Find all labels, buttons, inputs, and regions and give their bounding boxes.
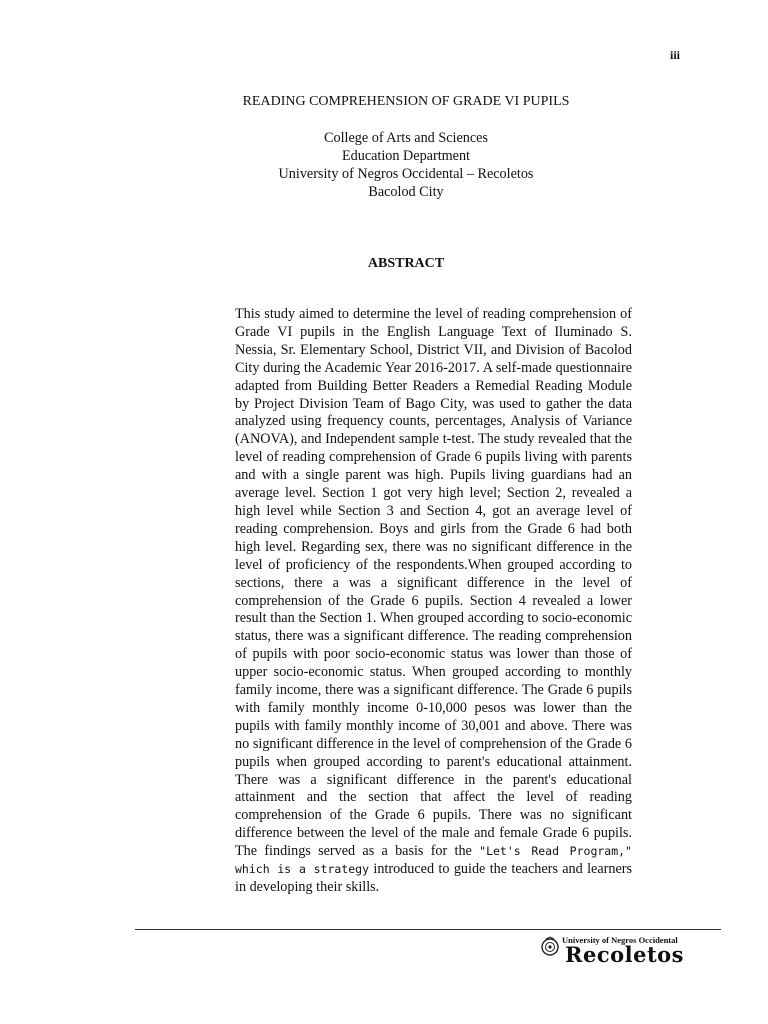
abstract-text-end: introduced to guide the teachers and learners in developing their skills. bbox=[235, 861, 632, 895]
seal-icon bbox=[540, 936, 560, 956]
abstract-text-main: This study aimed to determine the level of reading comprehension of Grade VI pupils in the English Language Text of Iluminado S. Nessia, Sr. Elementary School, District VII, and Division of Bacolod City during the Academic Year 2016-2017. A self-made questionnaire adapted from Building Better Readers a Remedial Reading Module by Project Division Team of Bago City, was used to gather the data analyzed using frequency counts, percentages, Analysis of Variance (ANOVA), and Independent sample t-test. The study revealed that the level of reading comprehension of Grade 6 pupils living with parents and with a single parent was high. Pupils living guardians had an average level. Section 1 got very high level; Section 2, revealed a high level while Section 3 and Section 4, got an average level of reading comprehension. Boys and girls from the Grade 6 had both high level. Regarding sex, there was no significant difference in the level of proficiency of the respondents.When grouped according to sections, there a was a significant difference in the level of comprehension of the Grade 6 pupils. Section 4 revealed a lower result than the Section 1. When grouped according to socio-economic status, there was a significant difference. The reading comprehension of pupils with poor socio-economic status was lower than those of upper socio-economic status. When grouped according to monthly family income, there was a significant difference. The Grade 6 pupils with family monthly income 0-10,000 pesos was lower than the pupils with family monthly income of 30,001 and above. There was no significant difference in the level of comprehension of the Grade 6 pupils when grouped according to parent's educational attainment. There was a significant difference in the parent's educational attainment and the section that affect the level of reading comprehension of the Grade 6 pupils. There was no significant difference between the level of the male and female Grade 6 pupils. The findings served as a basis for the bbox=[235, 306, 632, 860]
abstract-heading: ABSTRACT bbox=[367, 256, 445, 271]
logo-university-text: University of Negros Occidental bbox=[562, 935, 678, 945]
college-name: College of Arts and Sciences bbox=[324, 130, 488, 146]
university-logo bbox=[540, 934, 684, 968]
university-name: University of Negros Occidental – Recoletos bbox=[278, 166, 534, 182]
page-number: iii bbox=[669, 48, 680, 62]
logo-recoletos-text: Recoletos bbox=[565, 942, 684, 967]
program-quote: "Let's Read Program," which is a strategy bbox=[235, 844, 632, 877]
page-title: READING COMPREHENSION OF GRADE VI PUPILS bbox=[242, 94, 570, 109]
affiliation-block bbox=[0, 129, 768, 201]
abstract-body bbox=[235, 306, 632, 897]
department-name: Education Department bbox=[341, 148, 471, 164]
city-name: Bacolod City bbox=[368, 184, 444, 200]
footer-divider bbox=[135, 929, 721, 930]
